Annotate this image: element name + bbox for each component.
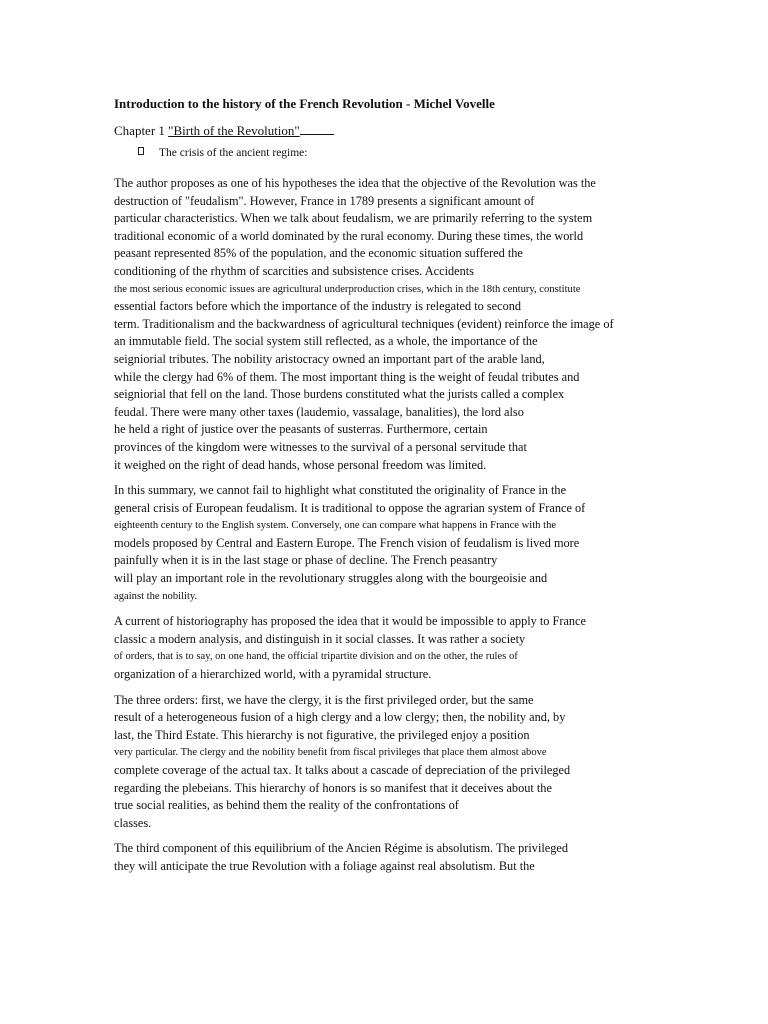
paragraph-line: conditioning of the rhythm of scarcities and subsistence crises. Accidents xyxy=(114,263,474,278)
paragraph-line: term. Traditionalism and the backwardness of agricultural techniques (evident) reinforce the image of xyxy=(114,316,614,331)
paragraph-line: The author proposes as one of his hypotheses the idea that the objective of the Revolution was the xyxy=(114,176,596,190)
paragraph-line: the most serious economic issues are agricultural underproduction crises, which in the 18th century, constitute xyxy=(114,283,581,295)
paragraph xyxy=(114,613,674,683)
paragraph-line: A current of historiography has proposed the idea that it would be impossible to apply to France xyxy=(114,614,586,629)
paragraph-line: painfully when it is in the last stage or phase of decline. The French peasantry xyxy=(114,553,498,568)
paragraph-line: general crisis of European feudalism. It is traditional to oppose the agrarian system of France of xyxy=(114,500,586,515)
paragraph-line: seigniorial tributes. The nobility aristocracy owned an important part of the arable land, xyxy=(114,351,545,366)
paragraph-line: feudal. There were many other taxes (laudemio, vassalage, banalities), the lord also xyxy=(114,404,524,419)
paragraph-line: very particular. The clergy and the nobility benefit from fiscal privileges that place them almost above xyxy=(114,747,547,759)
bullet-box-icon xyxy=(138,147,144,155)
paragraph-line: traditional economic of a world dominated by the rural economy. During these times, the world xyxy=(114,228,584,243)
paragraph-line: In this summary, we cannot fail to highlight what constituted the originality of France in the xyxy=(114,483,567,498)
paragraph xyxy=(114,840,674,875)
paragraph-line: true social realities, as behind them the reality of the confrontations of xyxy=(114,798,459,813)
paragraph-line: peasant represented 85% of the population, and the economic situation suffered the xyxy=(114,246,523,261)
paragraph-line: classes. xyxy=(114,815,152,830)
paragraph-line: he held a right of justice over the peasants of susterras. Furthermore, certain xyxy=(114,422,488,437)
paragraph xyxy=(114,175,674,474)
paragraph-line: particular characteristics. When we talk about feudalism, we are primarily referring to the system xyxy=(114,211,593,226)
paragraph-line: last, the Third Estate. This hierarchy is not figurative, the privileged enjoy a position xyxy=(114,727,530,742)
paragraph-line: eighteenth century to the English system. Conversely, one can compare what happens in France with the xyxy=(114,520,557,532)
paragraph-line: regarding the plebeians. This hierarchy of honors is so manifest that it deceives about the xyxy=(114,780,552,795)
paragraph-line: The three orders: first, we have the clergy, it is the first privileged order, but the same xyxy=(114,692,534,707)
paragraph-line: complete coverage of the actual tax. It talks about a cascade of depreciation of the privileged xyxy=(114,763,571,777)
paragraph xyxy=(114,482,674,605)
paragraph-line: while the clergy had 6% of them. The most important thing is the weight of feudal tributes and xyxy=(114,369,580,384)
paragraph-line: models proposed by Central and Eastern Europe. The French vision of feudalism is lived more xyxy=(114,535,580,550)
paragraph-line: The third component of this equilibrium of the Ancien Régime is absolutism. The privileged xyxy=(114,841,568,856)
chapter-prefix: Chapter 1 xyxy=(114,123,169,138)
paragraph-line: organization of a hierarchized world, with a pyramidal structure. xyxy=(114,667,432,682)
paragraph-line: against the nobility. xyxy=(114,590,198,602)
section-heading: The crisis of the ancient regime: xyxy=(159,147,308,159)
chapter-heading xyxy=(114,123,674,139)
paragraph xyxy=(114,692,674,833)
paragraph-line: an immutable field. The social system still reflected, as a whole, the importance of the xyxy=(114,334,538,349)
paragraph-line: classic a modern analysis, and distinguish in it social classes. It was rather a society xyxy=(114,631,526,646)
chapter-title: "Birth of the Revolution" xyxy=(168,123,300,138)
paragraph-line: seigniorial that fell on the land. Those burdens constituted what the jurists called a complex xyxy=(114,387,565,402)
paragraph-line: provinces of the kingdom were witnesses to the survival of a personal servitude that xyxy=(114,439,527,454)
paragraph-line: it weighed on the right of dead hands, whose personal freedom was limited. xyxy=(114,457,487,472)
section-bullet xyxy=(114,145,674,161)
paragraph-line: essential factors before which the importance of the industry is relegated to second xyxy=(114,299,522,314)
paragraph-line: of orders, that is to say, on one hand, the official tripartite division and on the other, the rules of xyxy=(114,651,518,663)
document-title: Introduction to the history of the French Revolution - Michel Vovelle xyxy=(114,96,495,111)
paragraph-line: result of a heterogeneous fusion of a high clergy and a low clergy; then, the nobility and, by xyxy=(114,710,566,725)
document-page xyxy=(114,96,674,884)
paragraph-line: will play an important role in the revolutionary struggles along with the bourgeoisie and xyxy=(114,571,548,586)
paragraph-line: destruction of "feudalism". However, France in 1789 presents a significant amount of xyxy=(114,193,535,208)
paragraph-line: they will anticipate the true Revolution with a foliage against real absolutism. But the xyxy=(114,858,535,873)
body-text xyxy=(114,175,674,876)
chapter-underline-rule xyxy=(300,133,334,135)
